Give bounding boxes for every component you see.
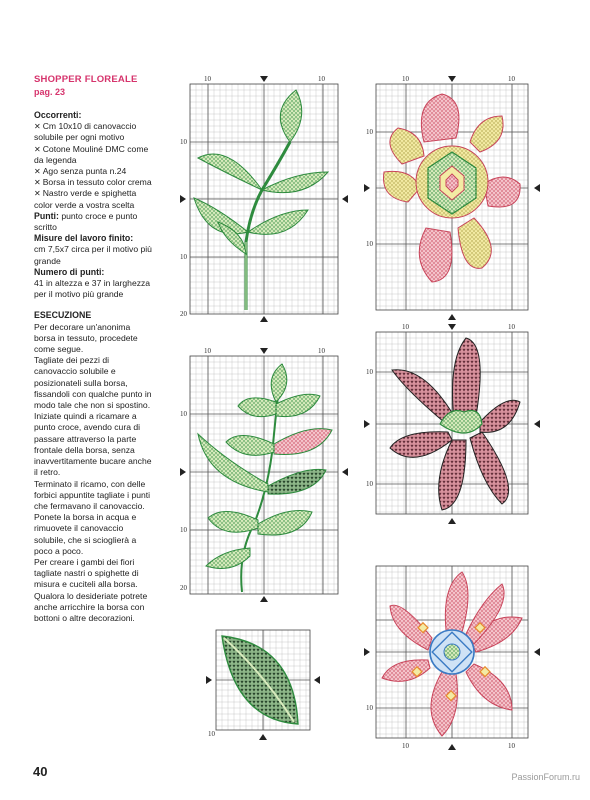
center-arrow-icon [534, 648, 540, 656]
center-arrow-icon [364, 420, 370, 428]
center-arrow-icon [448, 76, 456, 82]
paragraph: Per decorare un'anonima borsa in tessuto, procedete come segue. [34, 321, 138, 355]
article-title: SHOPPER FLOREALE [34, 74, 138, 85]
cross-icon: ✕ [34, 167, 41, 177]
paragraph: Iniziate quindi a ricamare a punto croce, avendo cura di passare attraverso la parte frontale della borsa, senza inavvertitamente bucare anche il retro. [34, 411, 152, 478]
center-arrow-icon [342, 195, 348, 203]
svg-text:10: 10 [204, 75, 211, 83]
center-arrow-icon [534, 420, 540, 428]
svg-text:10: 10 [402, 323, 409, 331]
execution-heading: ESECUZIONE [34, 310, 92, 321]
center-arrow-icon [342, 468, 348, 476]
paragraph: Ponete la borsa in acqua e rimuovete il canovaccio solubile, che si scioglierà a poco a poco. [34, 512, 137, 556]
svg-text:20: 20 [180, 310, 187, 318]
center-arrow-icon [259, 734, 267, 740]
chart-single-leaf [204, 624, 322, 742]
svg-text:10: 10 [366, 368, 373, 376]
center-arrow-icon [534, 184, 540, 192]
svg-text:10: 10 [402, 742, 409, 750]
svg-text:10: 10 [366, 128, 373, 136]
center-arrow-icon [260, 596, 268, 602]
cross-icon: ✕ [34, 122, 41, 132]
svg-text:10: 10 [402, 75, 409, 83]
watermark: PassionForum.ru [511, 772, 580, 782]
svg-text:10: 10 [508, 75, 515, 83]
center-arrow-icon [364, 648, 370, 656]
paragraph: Per creare i gambi dei fiori tagliate nastri o spighette di misura e cuciteli alla borsa. [34, 556, 139, 590]
svg-text:10: 10 [366, 480, 373, 488]
paragraph: Terminato il ricamo, con delle forbici appuntite tagliate i punti che fermavano il canovaccio. [34, 478, 151, 511]
center-arrow-icon [260, 316, 268, 322]
chart-blue-center-flower [362, 560, 542, 752]
center-arrow-icon [206, 676, 212, 684]
materials-item: ✕ Nastro verde e spighetta color verde a vostra scelta [34, 188, 137, 210]
center-arrow-icon [364, 184, 370, 192]
chart-pink-flower [362, 72, 542, 324]
materials-item: ✕ Borsa in tessuto color crema [34, 177, 152, 188]
materials-list [34, 121, 154, 211]
paragraph: Tagliate dei pezzi di canovaccio solubile e posizionateli sulla borsa, fissandoli con qualche punto in modo tale che non si spostino. [34, 355, 152, 411]
center-arrow-icon [260, 348, 268, 354]
svg-text:10: 10 [318, 347, 325, 355]
center-arrow-icon [260, 76, 268, 82]
center-arrow-icon [314, 676, 320, 684]
cross-icon: ✕ [34, 178, 41, 188]
materials-item: ✕ Cm 10x10 di canovaccio solubile per ogni motivo [34, 121, 137, 143]
stitches-line: Punti: punto croce e punto scritto [34, 210, 138, 233]
materials-heading: Occorrenti: [34, 110, 82, 120]
svg-text:10: 10 [366, 704, 373, 712]
center-arrow-icon [180, 468, 186, 476]
materials-item: ✕ Ago senza punta n.24 [34, 166, 127, 177]
cross-icon: ✕ [34, 144, 41, 154]
paragraph: Qualora lo desideriate potrete anche arricchire la borsa con bottoni o altre decorazioni. [34, 590, 148, 623]
svg-text:10: 10 [508, 742, 515, 750]
center-arrow-icon [448, 744, 456, 750]
size-heading: Misure del lavoro finito: [34, 233, 134, 244]
svg-text:20: 20 [180, 584, 187, 592]
materials-item: ✕ Cotone Mouliné DMC come da legenda [34, 143, 149, 165]
execution-text [34, 322, 154, 624]
svg-text:10: 10 [508, 323, 515, 331]
svg-text:10: 10 [204, 347, 211, 355]
svg-text:10: 10 [208, 730, 215, 738]
svg-text:10: 10 [180, 410, 187, 418]
svg-text:10: 10 [318, 75, 325, 83]
chart-leaf-stem-2 [178, 344, 350, 604]
svg-text:10: 10 [180, 138, 187, 146]
svg-text:10: 10 [366, 240, 373, 248]
page-number: 40 [33, 764, 48, 779]
chart-leaf-stem-1 [178, 72, 350, 326]
stitch-count-heading: Numero di punti: [34, 266, 105, 277]
center-arrow-icon [180, 195, 186, 203]
svg-text:10: 10 [180, 526, 187, 534]
cross-icon: ✕ [34, 189, 41, 199]
size-text: cm 7,5x7 circa per il motivo più grande [34, 244, 152, 266]
chart-rose-flower [362, 320, 542, 526]
center-arrow-icon [448, 324, 456, 330]
stitch-count-text: 41 in altezza e 37 in larghezza per il motivo più grande [34, 278, 151, 300]
article-page-ref: pag. 23 [34, 87, 66, 97]
instructions-column [34, 74, 154, 624]
svg-text:10: 10 [180, 253, 187, 261]
center-arrow-icon [448, 518, 456, 524]
